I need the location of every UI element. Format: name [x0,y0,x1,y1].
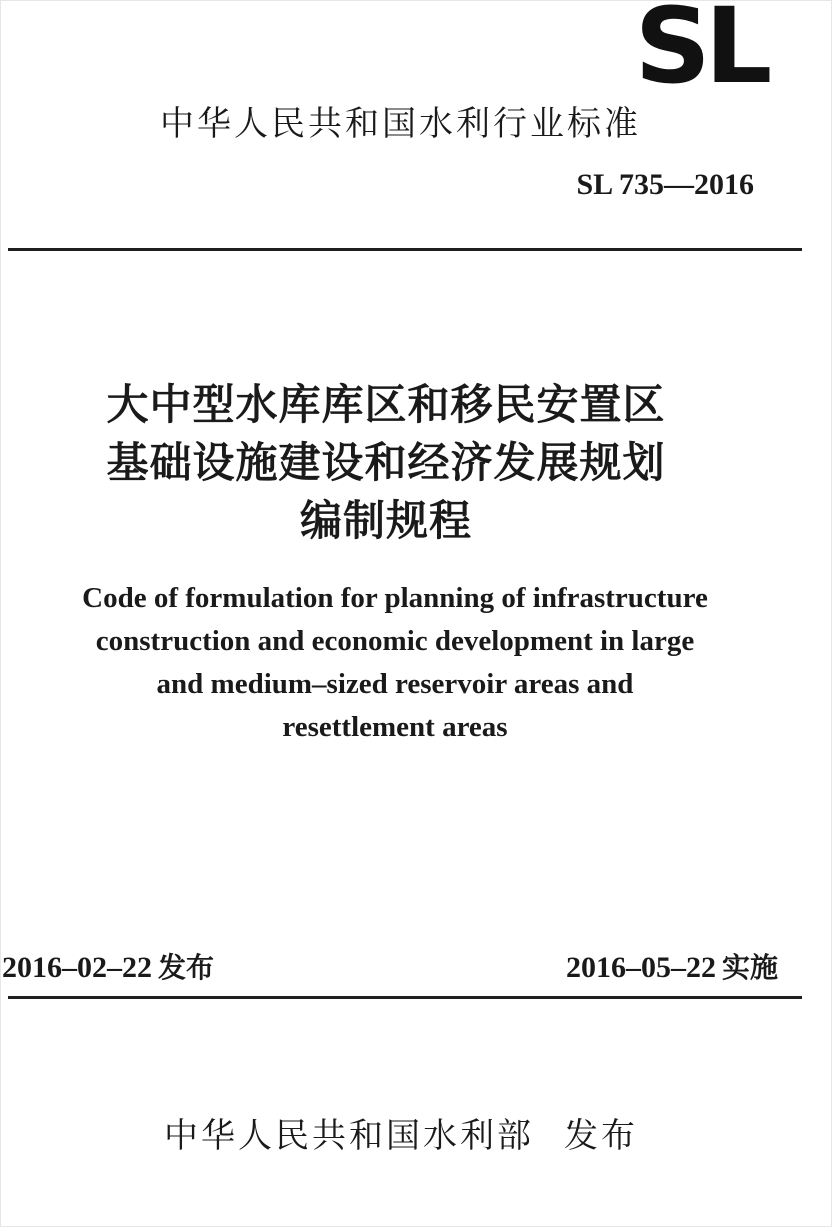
issue-date-block [2,946,214,986]
issue-date: 2016–02–22 [2,951,152,984]
title-cn-line-2: 基础设施建设和经济发展规划 [106,438,666,487]
title-cn-line-1: 大中型水库库区和移民安置区 [106,380,666,429]
standard-number: SL 735—2016 [576,168,754,201]
sl-logo: SL [634,0,767,107]
title-en-line-3: and medium–sized reservoir areas and [156,668,634,700]
title-en-line-4: resettlement areas [282,711,508,743]
standard-type: 中华人民共和国水利行业标准 [160,104,641,144]
publisher [164,1108,638,1157]
publisher-name: 中华人民共和国水利部 [164,1116,534,1156]
title-en-line-2: construction and economic development in large [95,625,695,657]
publisher-action: 发布 [564,1116,638,1156]
top-rule [8,248,802,251]
bottom-rule [8,996,802,999]
effective-date: 2016–05–22 [565,951,716,984]
effective-label: 实施 [721,951,778,984]
issue-label: 发布 [158,951,215,984]
title-en-line-1: Code of formulation for planning of infrastructure [82,582,708,614]
title-cn-line-3: 编制规程 [299,496,472,545]
effective-date-block [566,946,778,986]
